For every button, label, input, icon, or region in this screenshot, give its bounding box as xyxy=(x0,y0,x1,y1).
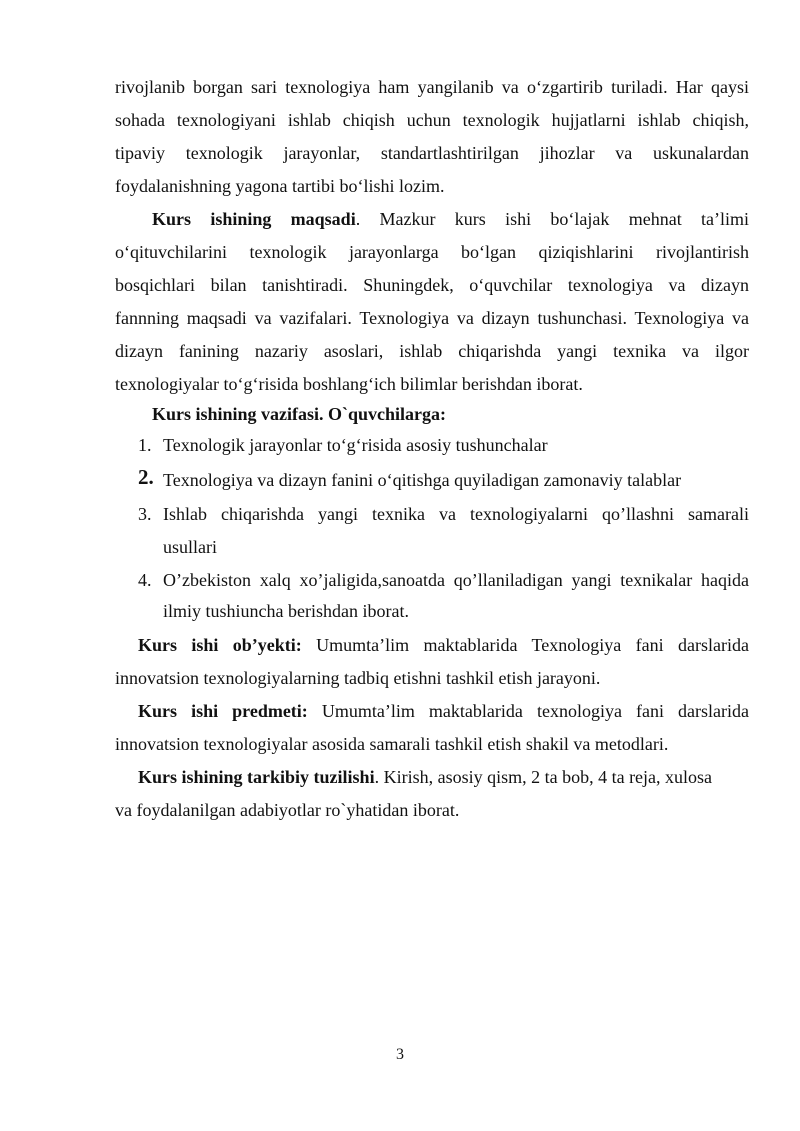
list-item-continued: ilmiy tushiuncha berishdan iborat. xyxy=(163,601,409,621)
paragraph-line: tipaviy texnologik jarayonlar, standartlashtirilgan jihozlar va uskunalardan xyxy=(115,143,749,163)
paragraph-line: dizayn fanining nazariy asoslari, ishlab chiqarishda yangi texnika va ilgor xyxy=(115,341,749,361)
list-item: O’zbekiston xalq xo’jaligida,sanoatda qo’llaniladigan yangi texnikalar haqida xyxy=(163,570,749,590)
heading-subject: Kurs ishi predmeti: xyxy=(138,701,308,721)
list-item: Texnologik jarayonlar to‘g‘risida asosiy tushunchalar xyxy=(163,435,548,455)
heading-tasks: Kurs ishining vazifasi. O`quvchilarga: xyxy=(152,404,447,424)
list-item: Ishlab chiqarishda yangi texnika va texnologiyalarni qo’llashni samarali xyxy=(163,504,749,524)
paragraph-line: Kurs ishining maqsadi. Mazkur kurs ishi bo‘lajak mehnat ta’limi xyxy=(152,209,749,229)
paragraph-line: bosqichlari bilan tanishtiradi. Shuningdek, o‘quvchilar texnologiya va dizayn xyxy=(115,275,749,295)
list-number: 4. xyxy=(138,570,152,590)
paragraph-line: texnologiyalar to‘g‘risida boshlang‘ich bilimlar berishdan iborat. xyxy=(115,374,583,394)
list-item-continued: usullari xyxy=(163,537,217,557)
page-number: 3 xyxy=(396,1046,404,1063)
paragraph-line: o‘qituvchilarini texnologik jarayonlarga bo‘lgan qiziqishlarini rivojlantirish xyxy=(115,242,749,262)
paragraph-line: Kurs ishi predmeti: Umumta’lim maktablarida texnologiya fani darslarida xyxy=(138,701,750,721)
heading-purpose: Kurs ishining maqsadi xyxy=(152,209,356,229)
paragraph-line: Kurs ishi ob’yekti: Umumta’lim maktablarida Texnologiya fani darslarida xyxy=(138,635,749,655)
paragraph-line: innovatsion texnologiyalarning tadbiq etishni tashkil etish jarayoni. xyxy=(115,668,601,688)
list-item: Texnologiya va dizayn fanini o‘qitishga quyiladigan zamonaviy talablar xyxy=(163,470,682,490)
paragraph-line: va foydalanilgan adabiyotlar ro`yhatidan iborat. xyxy=(115,800,460,820)
paragraph-line: foydalanishning yagona tartibi bo‘lishi lozim. xyxy=(115,176,445,196)
heading-object: Kurs ishi ob’yekti: xyxy=(138,635,302,655)
paragraph-line: innovatsion texnologiyalar asosida samarali tashkil etish shakil va metodlari. xyxy=(115,734,669,754)
heading-structure: Kurs ishining tarkibiy tuzilishi xyxy=(138,767,375,787)
paragraph-line: sohada texnologiyani ishlab chiqish uchun texnologik hujjatlarni ishlab chiqish, xyxy=(115,110,749,130)
paragraph-line: rivojlanib borgan sari texnologiya ham yangilanib va o‘zgartirib turiladi. Har qaysi xyxy=(115,77,749,97)
list-number: 1. xyxy=(138,435,152,455)
list-number: 2. xyxy=(138,465,154,489)
list-number: 3. xyxy=(138,504,152,524)
paragraph-line: Kurs ishining tarkibiy tuzilishi. Kirish, asosiy qism, 2 ta bob, 4 ta reja, xulosa xyxy=(138,767,713,787)
paragraph-line: fannning maqsadi va vazifalari. Texnologiya va dizayn tushunchasi. Texnologiya va xyxy=(115,308,749,328)
